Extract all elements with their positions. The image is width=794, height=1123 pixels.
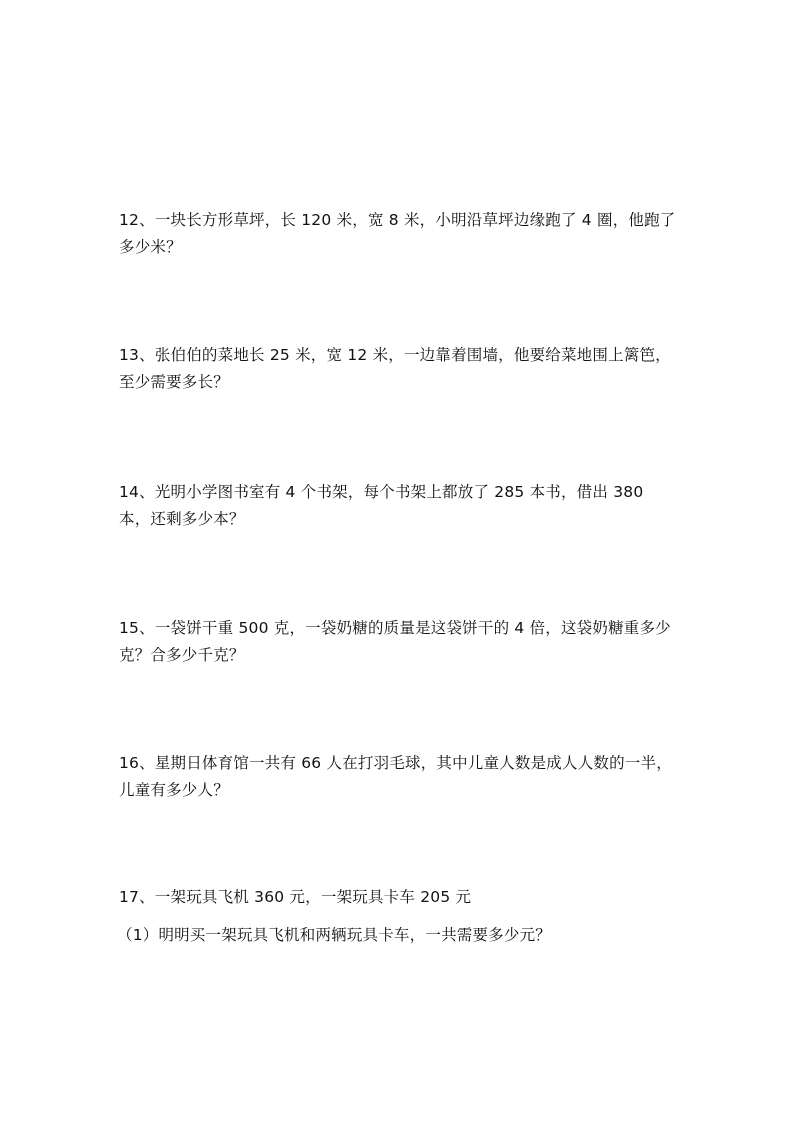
problem-17-subquestion-1	[117, 922, 677, 949]
problem-13	[119, 342, 679, 396]
problem-14-text: 14、光明小学图书室有 4 个书架，每个书架上都放了 285 本书，借出 380 本，还剩多少本？	[119, 483, 644, 528]
problem-16-text: 16、星期日体育馆一共有 66 人在打羽毛球，其中儿童人数是成人人数的一半，儿童有多少人？	[119, 754, 672, 799]
problem-16	[119, 750, 679, 804]
problem-14	[119, 479, 679, 533]
problem-12-text: 12、一块长方形草坪，长 120 米，宽 8 米，小明沿草坪边缘跑了 4 圈，他跑了多少米？	[119, 211, 676, 256]
problem-17-subquestion-1-text: （1）明明买一架玩具飞机和两辆玩具卡车，一共需要多少元？	[117, 926, 551, 944]
problem-15-text: 15、一袋饼干重 500 克，一袋奶糖的质量是这袋饼干的 4 倍，这袋奶糖重多少克？合多少千克？	[119, 619, 671, 664]
problem-15	[119, 615, 679, 669]
problem-13-text: 13、张伯伯的菜地长 25 米，宽 12 米，一边靠着围墙，他要给菜地围上篱笆，至少需要多长？	[119, 346, 671, 391]
problem-17	[119, 884, 679, 911]
problem-12	[119, 207, 679, 261]
problem-17-text: 17、一架玩具飞机 360 元，一架玩具卡车 205 元	[119, 888, 472, 906]
